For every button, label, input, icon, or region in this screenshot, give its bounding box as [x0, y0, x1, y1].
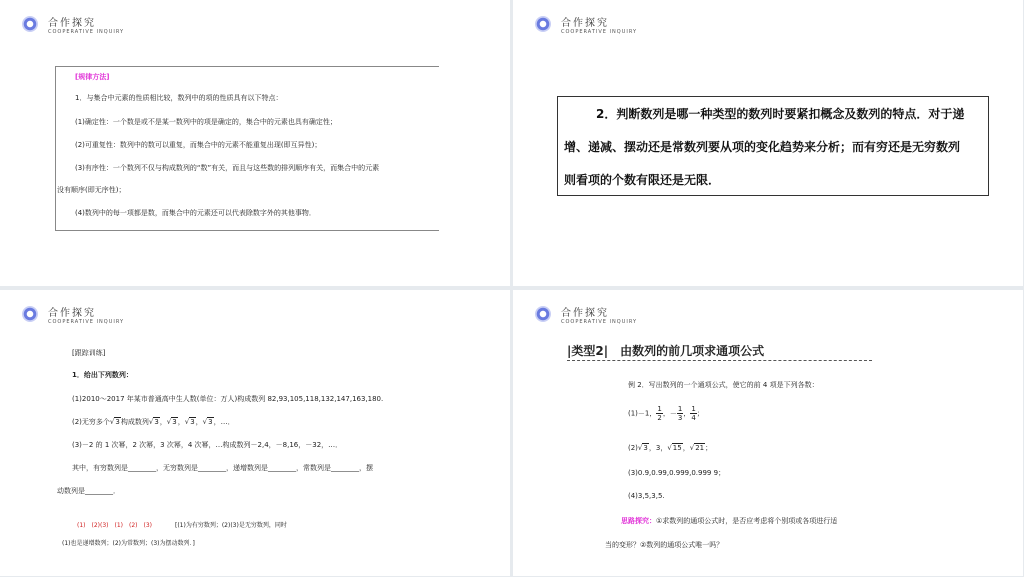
logo-icon	[535, 306, 551, 322]
denominator: 4	[691, 414, 696, 422]
text: ，	[683, 409, 691, 418]
fill-blank-question: 其中，有穷数列是________，无穷数列是________，递增数列是________，常数列是________，摆	[72, 464, 373, 472]
radicand: 15	[672, 444, 682, 452]
radicand: 21	[695, 444, 705, 452]
header-subtitle: COOPERATIVE INQUIRY	[561, 29, 638, 35]
numerator: 1	[691, 405, 696, 413]
sequence-item: (1)2010～2017 年某市普通高中生人数(单位：万人)构成数列 82,93,105,118,132,147,163,180.	[72, 395, 384, 403]
type-title: 由数列的前几项求通项公式	[620, 344, 765, 358]
sequence-item: (3)－2 的 1 次幂，2 次幂，3 次幂，4 次幂，…构成数列－2,4，－8,16，－32，…．	[72, 441, 343, 449]
example-item: (3)0.9,0.99,0.999,0.999 9；	[628, 469, 726, 477]
radicand: 3	[190, 418, 195, 426]
hint-text: ①求数列的通项公式时，是否应考虑将个别项或各项进行适	[656, 517, 838, 525]
text: ，	[682, 444, 690, 452]
summary-line: 则看项的个数有限还是无限．	[564, 173, 721, 187]
explanation: [(1)为有穷数列；(2)(3)是无穷数列，同时	[175, 522, 287, 529]
text: ；	[705, 444, 713, 452]
radicand: 3	[643, 444, 648, 452]
method-line: (4)数列中的每一项都是数，而集合中的元素还可以代表除数字外的其他事物．	[75, 209, 316, 217]
text: ；	[696, 409, 704, 418]
logo-icon	[22, 306, 38, 322]
text: (1)－1，	[628, 409, 657, 418]
slide-3[interactable]	[0, 290, 510, 576]
summary-box	[557, 96, 989, 196]
text: ，3，	[648, 444, 668, 452]
dashed-divider	[567, 360, 872, 361]
example-title: 例 2．写出数列的一个通项公式，使它的前 4 项是下列各数：	[628, 381, 819, 389]
header-subtitle: COOPERATIVE INQUIRY	[561, 319, 638, 325]
example-item: (2)√3，3，√15，√21；	[628, 444, 713, 452]
type-label: |类型2|	[567, 344, 609, 358]
method-tag: [规律方法]	[75, 73, 110, 81]
hint-text: 当的变形？②数列的通项公式唯一吗？	[605, 541, 724, 549]
slide-4[interactable]	[513, 290, 1023, 576]
answers: (1) (2)(3) (1) (2) (3)	[77, 522, 152, 529]
question-title: 1．给出下列数列：	[72, 371, 133, 379]
denominator: 3	[677, 414, 683, 422]
text: (2)	[628, 444, 638, 452]
header-title: 合作探究	[48, 18, 96, 29]
logo-icon	[535, 16, 551, 32]
header-title: 合作探究	[48, 308, 96, 319]
example-item: (4)3,5,3,5.	[628, 492, 665, 500]
method-line: (1)确定性：一个数是或不是某一数列中的项是确定的，集合中的元素也具有确定性；	[75, 118, 337, 126]
denominator: 2	[657, 414, 662, 422]
radicand: 3	[208, 418, 213, 426]
summary-line: 2．判断数列是哪一种类型的数列时要紧扣概念及数列的特点．对于递	[596, 107, 965, 121]
type-heading	[567, 342, 764, 359]
header-title: 合作探究	[561, 18, 609, 29]
method-line: 没有顺序(即无序性)；	[57, 186, 126, 194]
method-line: (3)有序性：一个数列不仅与构成数列的“数”有关，而且与这些数的排列顺序有关，而集合中的元素	[75, 164, 380, 172]
text: (2)无穷多个	[72, 418, 110, 426]
text: 构成数列	[120, 418, 149, 426]
text: ，…．	[213, 418, 235, 426]
example-item	[628, 405, 704, 422]
summary-line: 增、递减、摆动还是常数列要从项的变化趋势来分析；而有穷还是无穷数列	[564, 140, 961, 154]
header-title: 合作探究	[561, 308, 609, 319]
text: ，－	[662, 409, 677, 418]
slide-1[interactable]	[0, 0, 510, 286]
fill-blank-question: 动数列是________．	[57, 487, 120, 495]
radicand: 3	[172, 418, 177, 426]
method-line: 1．与集合中元素的性质相比较，数列中的项的性质具有以下特点：	[75, 94, 283, 102]
radicand: 3	[115, 418, 120, 426]
logo-icon	[22, 16, 38, 32]
radicand: 3	[154, 418, 159, 426]
method-line: (2)可重复性：数列中的数可以重复，而集合中的元素不能重复出现(即互异性)；	[75, 141, 322, 149]
explanation: (1)也是递增数列；(2)为常数列；(3)为摆动数列．]	[62, 540, 195, 547]
hint-label: 思路探究：	[621, 517, 656, 525]
numerator: 1	[657, 405, 662, 413]
sequence-item: (2)无穷多个√3构成数列√3，√3，√3，√3，…．	[72, 418, 235, 426]
practice-tag: [跟踪训练]	[72, 349, 106, 357]
hint	[621, 516, 837, 526]
numerator: 1	[677, 405, 683, 413]
header-subtitle: COOPERATIVE INQUIRY	[48, 29, 125, 35]
header-subtitle: COOPERATIVE INQUIRY	[48, 319, 125, 325]
slide-2[interactable]	[513, 0, 1023, 286]
